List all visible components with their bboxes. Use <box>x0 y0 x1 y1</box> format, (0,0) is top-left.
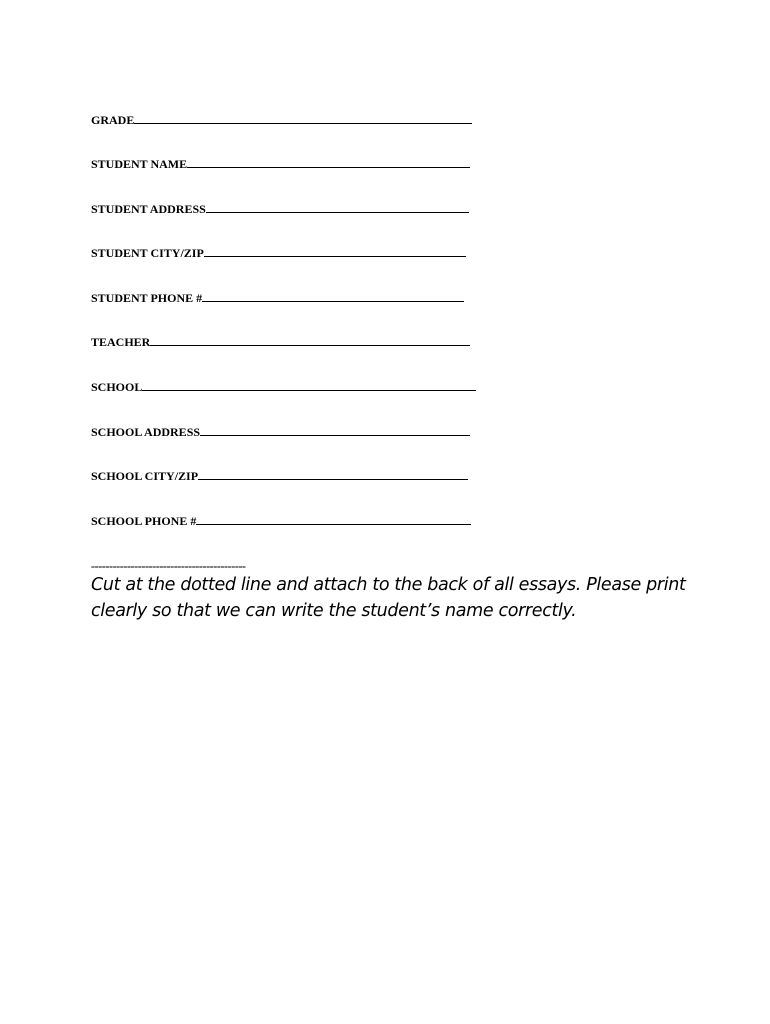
student-city-zip-blank-line[interactable] <box>204 245 466 257</box>
school-city-zip-label: SCHOOL CITY/ZIP <box>91 469 199 483</box>
student-city-zip-field[interactable] <box>91 245 466 260</box>
grade-blank-line[interactable] <box>134 112 472 124</box>
school-address-blank-line[interactable] <box>200 424 470 436</box>
student-address-field[interactable] <box>91 201 469 216</box>
instructions-line-2: clearly so that we can write the student’s name correctly. <box>91 601 577 621</box>
teacher-label: TEACHER <box>91 335 151 349</box>
school-address-field[interactable] <box>91 424 470 439</box>
student-name-field[interactable] <box>91 156 470 171</box>
student-name-label: STUDENT NAME <box>91 157 188 171</box>
grade-field[interactable] <box>91 112 472 127</box>
school-phone-field[interactable] <box>91 513 471 528</box>
student-phone-blank-line[interactable] <box>202 290 464 302</box>
student-address-blank-line[interactable] <box>206 201 469 213</box>
instructions-text <box>91 572 691 624</box>
student-phone-field[interactable] <box>91 290 464 305</box>
school-phone-label: SCHOOL PHONE # <box>91 514 197 528</box>
teacher-field[interactable] <box>91 334 470 349</box>
teacher-blank-line[interactable] <box>150 334 470 346</box>
school-field[interactable] <box>91 379 476 394</box>
school-city-zip-field[interactable] <box>91 468 468 483</box>
school-blank-line[interactable] <box>142 379 476 391</box>
school-address-label: SCHOOL ADDRESS <box>91 425 201 439</box>
school-label: SCHOOL <box>91 380 143 394</box>
instructions-line-1: Cut at the dotted line and attach to the back of all essays. Please print <box>91 575 686 595</box>
dotted-cut-line: ------------------------------------------- <box>91 559 246 573</box>
school-phone-blank-line[interactable] <box>196 513 471 525</box>
grade-label: GRADE <box>91 113 135 127</box>
student-phone-label: STUDENT PHONE # <box>91 291 203 305</box>
student-name-blank-line[interactable] <box>187 156 470 168</box>
student-city-zip-label: STUDENT CITY/ZIP <box>91 246 204 260</box>
school-city-zip-blank-line[interactable] <box>198 468 468 480</box>
student-address-label: STUDENT ADDRESS <box>91 202 206 216</box>
